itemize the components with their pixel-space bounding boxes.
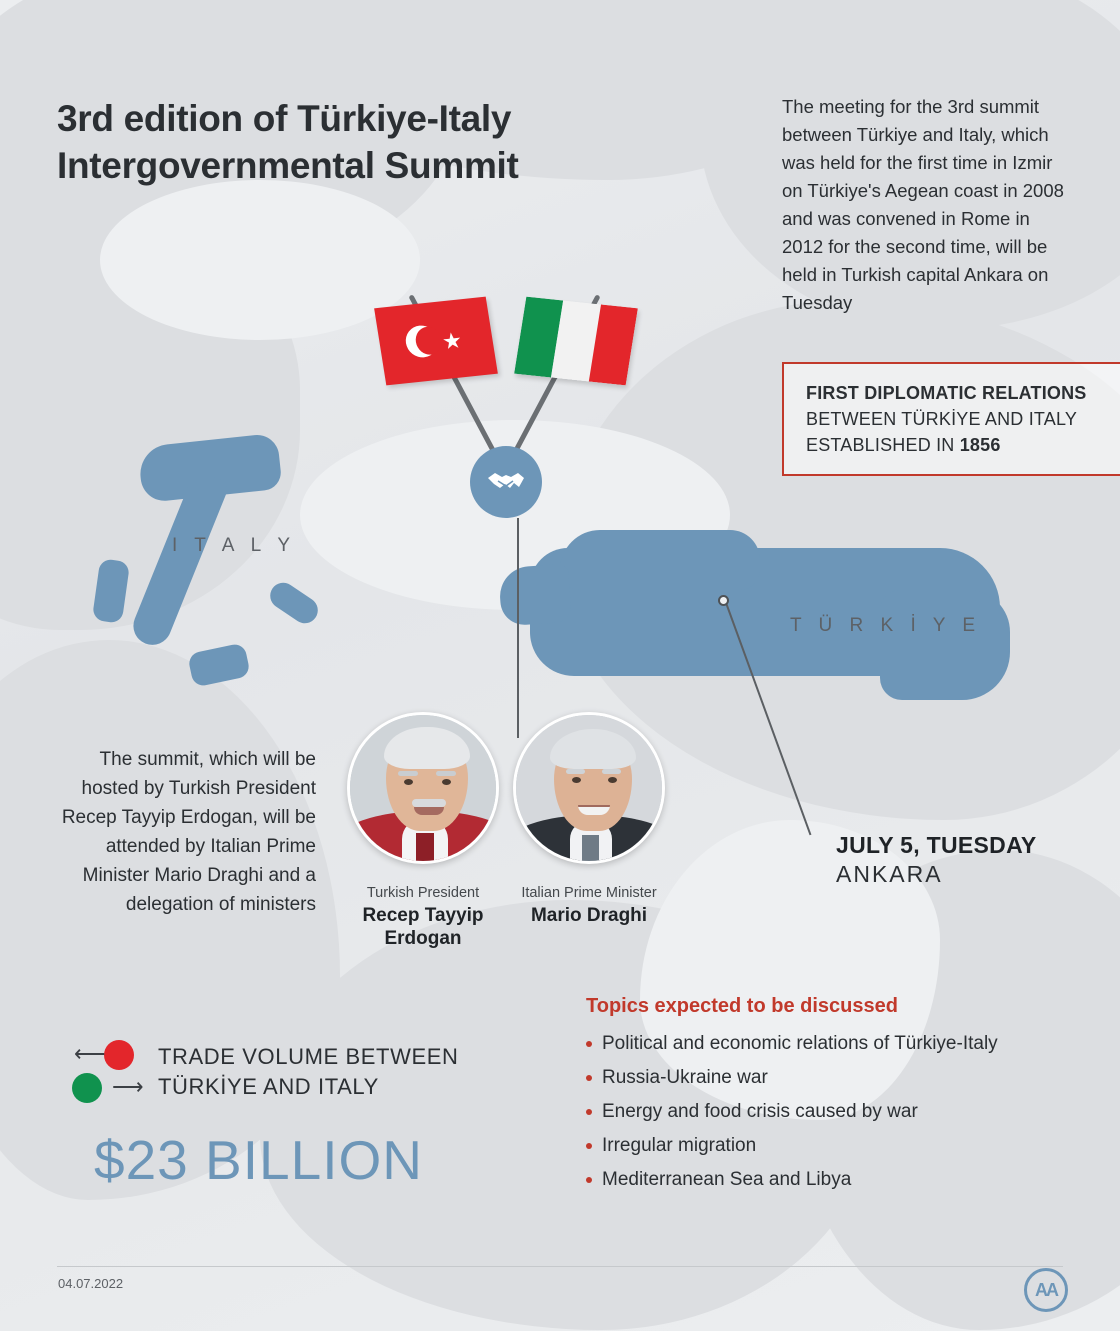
list-item: Mediterranean Sea and Libya xyxy=(586,1166,1056,1193)
topics-list xyxy=(586,1030,1056,1193)
list-item: Energy and food crisis caused by war xyxy=(586,1098,1056,1125)
event-date-block xyxy=(836,832,1037,888)
italy-flag-icon xyxy=(514,297,638,386)
list-item: Russia-Ukraine war xyxy=(586,1064,1056,1091)
trade-exchange-icon xyxy=(72,1040,144,1102)
leader-role: Italian Prime Minister xyxy=(521,885,657,901)
connector-line-flags xyxy=(517,518,519,738)
turkiye-country-shape xyxy=(880,590,1010,700)
leader-role: Turkish President xyxy=(366,885,480,901)
intro-paragraph: The meeting for the 3rd summit between Türkiye and Italy, which was held for the first time in Izmir on Türkiye's Aegean coast in 2008 and was convened in Rome in 2012 for the second time, will be held in Turkish capital Ankara on Tuesday xyxy=(782,96,1064,313)
avatar-draghi xyxy=(513,712,665,864)
trade-volume-amount: $23 BILLION xyxy=(94,1129,423,1191)
topics-heading: Topics expected to be discussed xyxy=(586,995,898,1017)
arrow-left-icon: ⟵ xyxy=(74,1041,106,1066)
ankara-map-pin xyxy=(718,595,729,606)
red-dot-icon xyxy=(104,1040,134,1070)
relations-year: 1856 xyxy=(959,435,1001,455)
first-relations-callout xyxy=(782,362,1120,476)
turkiye-country-shape xyxy=(498,564,572,627)
leader-name: Mario Draghi xyxy=(530,905,648,926)
list-item: Political and economic relations of Türkiye-Italy xyxy=(586,1030,1056,1057)
italy-map-label: I T A L Y xyxy=(172,535,297,556)
portrait-illustration xyxy=(350,715,496,861)
footer-divider xyxy=(57,1266,1063,1267)
list-item: Irregular migration xyxy=(586,1132,1056,1159)
summit-description: The summit, which will be hosted by Turkish President Recep Tayyip Erdogan, will be attended by Italian Prime Minister Mario Draghi and a delegation of ministers xyxy=(61,749,316,915)
page-title: 3rd edition of Türkiye-Italy Intergovernmental Summit xyxy=(57,98,519,186)
leader-name: Recep Tayyip Erdogan xyxy=(362,905,484,949)
turkiye-flag-icon xyxy=(374,297,498,386)
trade-volume-label: TRADE VOLUME BETWEEN TÜRKİYE AND ITALY xyxy=(158,1044,459,1099)
portrait-illustration xyxy=(516,715,662,861)
publish-date: 04.07.2022 xyxy=(58,1276,124,1291)
green-dot-icon xyxy=(72,1073,102,1103)
agency-logo: AA xyxy=(1024,1268,1068,1312)
caption-erdogan xyxy=(338,885,508,950)
handshake-icon xyxy=(470,446,542,518)
relations-lead: FIRST DIPLOMATIC RELATIONS xyxy=(806,383,1087,403)
event-day: JULY 5, TUESDAY xyxy=(836,832,1037,858)
arrow-right-icon: ⟶ xyxy=(112,1074,144,1099)
turkiye-map-label: T Ü R K İ Y E xyxy=(790,615,981,636)
relations-middle: BETWEEN TÜRKİYE AND ITALY ESTABLISHED IN xyxy=(806,409,1077,455)
turkiye-country-shape xyxy=(560,530,760,590)
caption-draghi xyxy=(504,885,674,927)
avatar-erdogan xyxy=(347,712,499,864)
star-icon: ★ xyxy=(440,327,464,355)
crossed-flags xyxy=(372,280,642,450)
topics-section xyxy=(586,995,1056,1200)
event-city: ANKARA xyxy=(836,861,943,887)
